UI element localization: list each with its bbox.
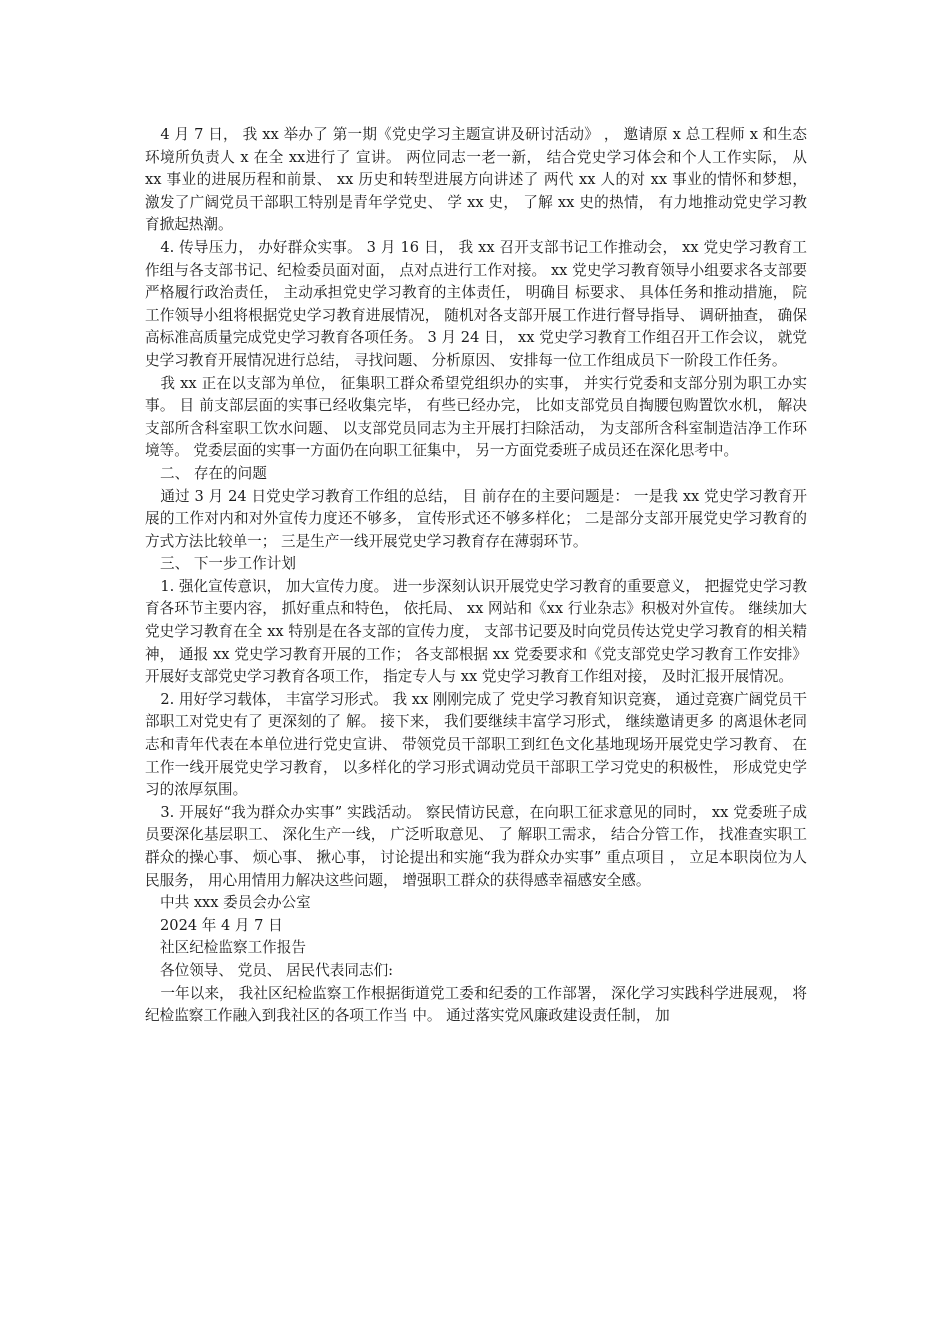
document-body [145,124,807,1028]
section-heading-next-steps: 三、 下一步工作计划 [160,555,296,573]
section-heading-problems: 二、 存在的问题 [160,464,267,482]
report-title: 社区纪检监察工作报告 [160,939,306,957]
signature-organization: 中共 xxx 委员会办公室 [160,894,311,912]
paragraph-report-opening: 一年以来， 我社区纪检监察工作根据街道党工委和纪委的工作部署， 深化学习实践科学进展观， 将纪检监察工作融入到我社区的各项工作当 中。 通过落实党风廉政建设责任制， 加 [145,984,807,1025]
paragraph-plan-learning: 2. 用好学习载体， 丰富学习形式。 我 xx 刚刚完成了 党史学习教育知识竞赛， 通过竞赛广阔党员干部职工对党史有了 更深刻的了 解。 接下来， 我们要继续丰富学习形式， 继续邀请更多 的离退休老同 志和青年代表在本单位进行党史宣讲、 带领党员干部职工到红色文化基地现场开展党史学习教育、 在工作一线开展党史学习教育， 以多样化的学习形式调动党员干部职工学习党史的积极性， 形成党史学习的浓厚氛围。 [145,690,807,799]
salutation: 各位领导、 党员、 居民代表同志们: [160,961,394,979]
paragraph-problems: 通过 3 月 24 日党史学习教育工作组的总结， 目 前存在的主要问题是： 一是我 xx 党史学习教育开展的工作对内和对外宣传力度还不够多， 宣传形式还不够多样化； 二是部分支部开展党史学习教育的方式方法比较单一； 三是生产一线开展党史学习教育存在薄弱环节。 [145,487,807,550]
paragraph-branch-practical-matters: 我 xx 正在以支部为单位， 征集职工群众希望党组织办的实事， 并实行党委和支部分别为职工办实事。 目 前支部层面的实事已经收集完毕， 有些已经办完， 比如支部党员自掏腰包购置饮水机， 解决支部所含科室职工饮水问题、 以支部党员同志为主开展打扫除活动， 为支部所含科室制造洁净工作环境等。 党委层面的实事一方面仍在向职工征集中， 另一方面党委班子成员还在深化思考中。 [145,374,807,460]
paragraph-plan-practical-activity: 3. 开展好“我为群众办实事” 实践活动。 察民情访民意，在向职工征求意见的同时， xx 党委班子成员要深化基层职工、 深化生产一线， 广泛听取意见、 了 解职工需求， 结合分管工作， 找准查实职工群众的操心事、 烦心事、 揪心事， 讨论提出和实施“我为群众办实事” 重点项目 ， 立足本职岗位为人民服务， 用心用情用力解决这些问题， 增强职工群众的获得感幸福感安全感。 [145,803,807,889]
paragraph-pressure-practical-matters: 4. 传导压力， 办好群众实事。 3 月 16 日， 我 xx 召开支部书记工作推动会， xx 党史学习教育工作组与各支部书记、纪检委员面对面， 点对点进行工作对接。 xx 党史学习教育领导小组要求各支部要严格履行政治责任， 主动承担党史学习教育的主体责任， 明确目 标要求、 具体任务和推动措施， 院工作领导小组将根据党史学习教育进展情况， 随机对各支部开展工作进行督导指导、 调研抽查， 确保高标准高质量完成党史学习教育各项任务。 3 月 24 日， xx 党史学习教育工作组召开工作会议， 就党史学习教育开展情况进行总结， 寻找问题、 分析原因、 安排每一位工作组成员下一阶段工作任务。 [145,238,807,369]
paragraph-plan-publicity: 1. 强化宣传意识， 加大宣传力度。 进一步深刻认识开展党史学习教育的重要意义， 把握党史学习教育各环节主要内容， 抓好重点和特色， 依托局、 xx 网站和《xx 行业杂志》积极对外宣传。 继续加大党史学习教育在全 xx 特别是在各支部的宣传力度， 支部书记要及时向党员传达党史学习教育的相关精神， 通报 xx 党史学习教育开展的工作； 各支部根据 xx 党委要求和《党支部党史学习教育工作安排》 开展好支部党史学习教育各项工作， 指定专人与 xx 党史学习教育工作组对接， 及时汇报开展情况。 [145,577,807,686]
paragraph-lecture-event: 4 月 7 日， 我 xx 举办了 第一期《党史学习主题宣讲及研讨活动》 ， 邀请原 x 总工程师 x 和生态环境所负责人 x 在全 xx进行了 宣讲。 两位同志一老一新， 结合党史学习体会和个人工作实际， 从 xx 事业的进展历程和前景、 xx 历史和转型进展方向讲述了 两代 xx 人的对 xx 事业的情怀和梦想， 激发了广阔党员干部职工特别是青年学党史、 学 xx 史， 了解 xx 史的热情， 有力地推动党史学习教育掀起热潮。 [145,126,807,234]
signature-date: 2024 年 4 月 7 日 [160,916,283,934]
